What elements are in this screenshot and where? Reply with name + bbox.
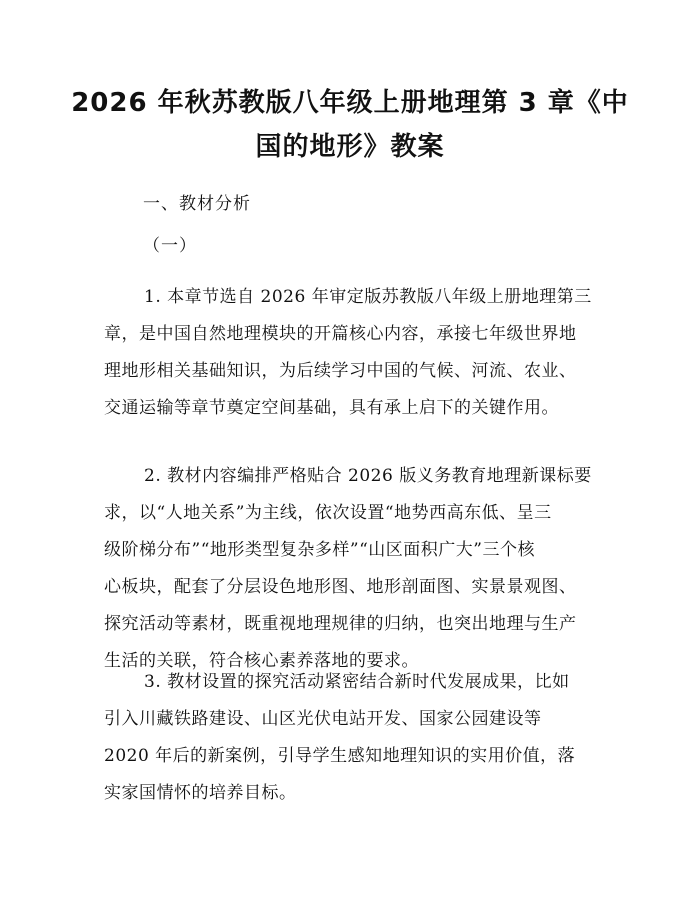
paragraph-line: 理地形相关基础知识，为后续学习中国的气候、河流、农业、	[104, 361, 577, 381]
paragraph-2	[104, 458, 604, 680]
paragraph-line: 3. 教材设置的探究活动紧密结合新时代发展成果，比如	[144, 672, 570, 692]
paragraph-line: 实家国情怀的培养目标。	[104, 783, 297, 803]
paragraph-line: 1. 本章节选自 2026 年审定版苏教版八年级上册地理第三	[144, 287, 592, 307]
paragraph-line: 交通运输等章节奠定空间基础，具有承上启下的关键作用。	[104, 398, 559, 418]
section-subheading: （一）	[143, 236, 197, 256]
paragraph-line: 级阶梯分布”“地形类型复杂多样”“山区面积广大”三个核	[104, 540, 535, 560]
paragraph-line: 2. 教材内容编排严格贴合 2026 版义务教育地理新课标要	[144, 466, 592, 486]
paragraph-line: 引入川藏铁路建设、山区光伏电站开发、国家公园建设等	[104, 709, 542, 729]
paragraph-line: 生活的关联，符合核心素养落地的要求。	[104, 651, 419, 671]
section-heading: 一、教材分析	[143, 194, 251, 214]
paragraph-line: 求，以“人地关系”为主线，依次设置“地势西高东低、呈三	[104, 503, 552, 523]
document-title-line-2: 国的地形》教案	[255, 132, 445, 162]
paragraph-line: 章，是中国自然地理模块的开篇核心内容，承接七年级世界地	[104, 324, 577, 344]
paragraph-line: 2020 年后的新案例，引导学生感知地理知识的实用价值，落	[104, 746, 576, 766]
paragraph-1	[104, 279, 604, 427]
document-title-line-1: 2026 年秋苏教版八年级上册地理第 3 章《中	[71, 88, 629, 118]
paragraph-3	[104, 664, 604, 812]
paragraph-line: 心板块，配套了分层设色地形图、地形剖面图、实景景观图、	[104, 577, 577, 597]
paragraph-line: 探究活动等素材，既重视地理规律的归纳，也突出地理与生产	[104, 614, 577, 634]
